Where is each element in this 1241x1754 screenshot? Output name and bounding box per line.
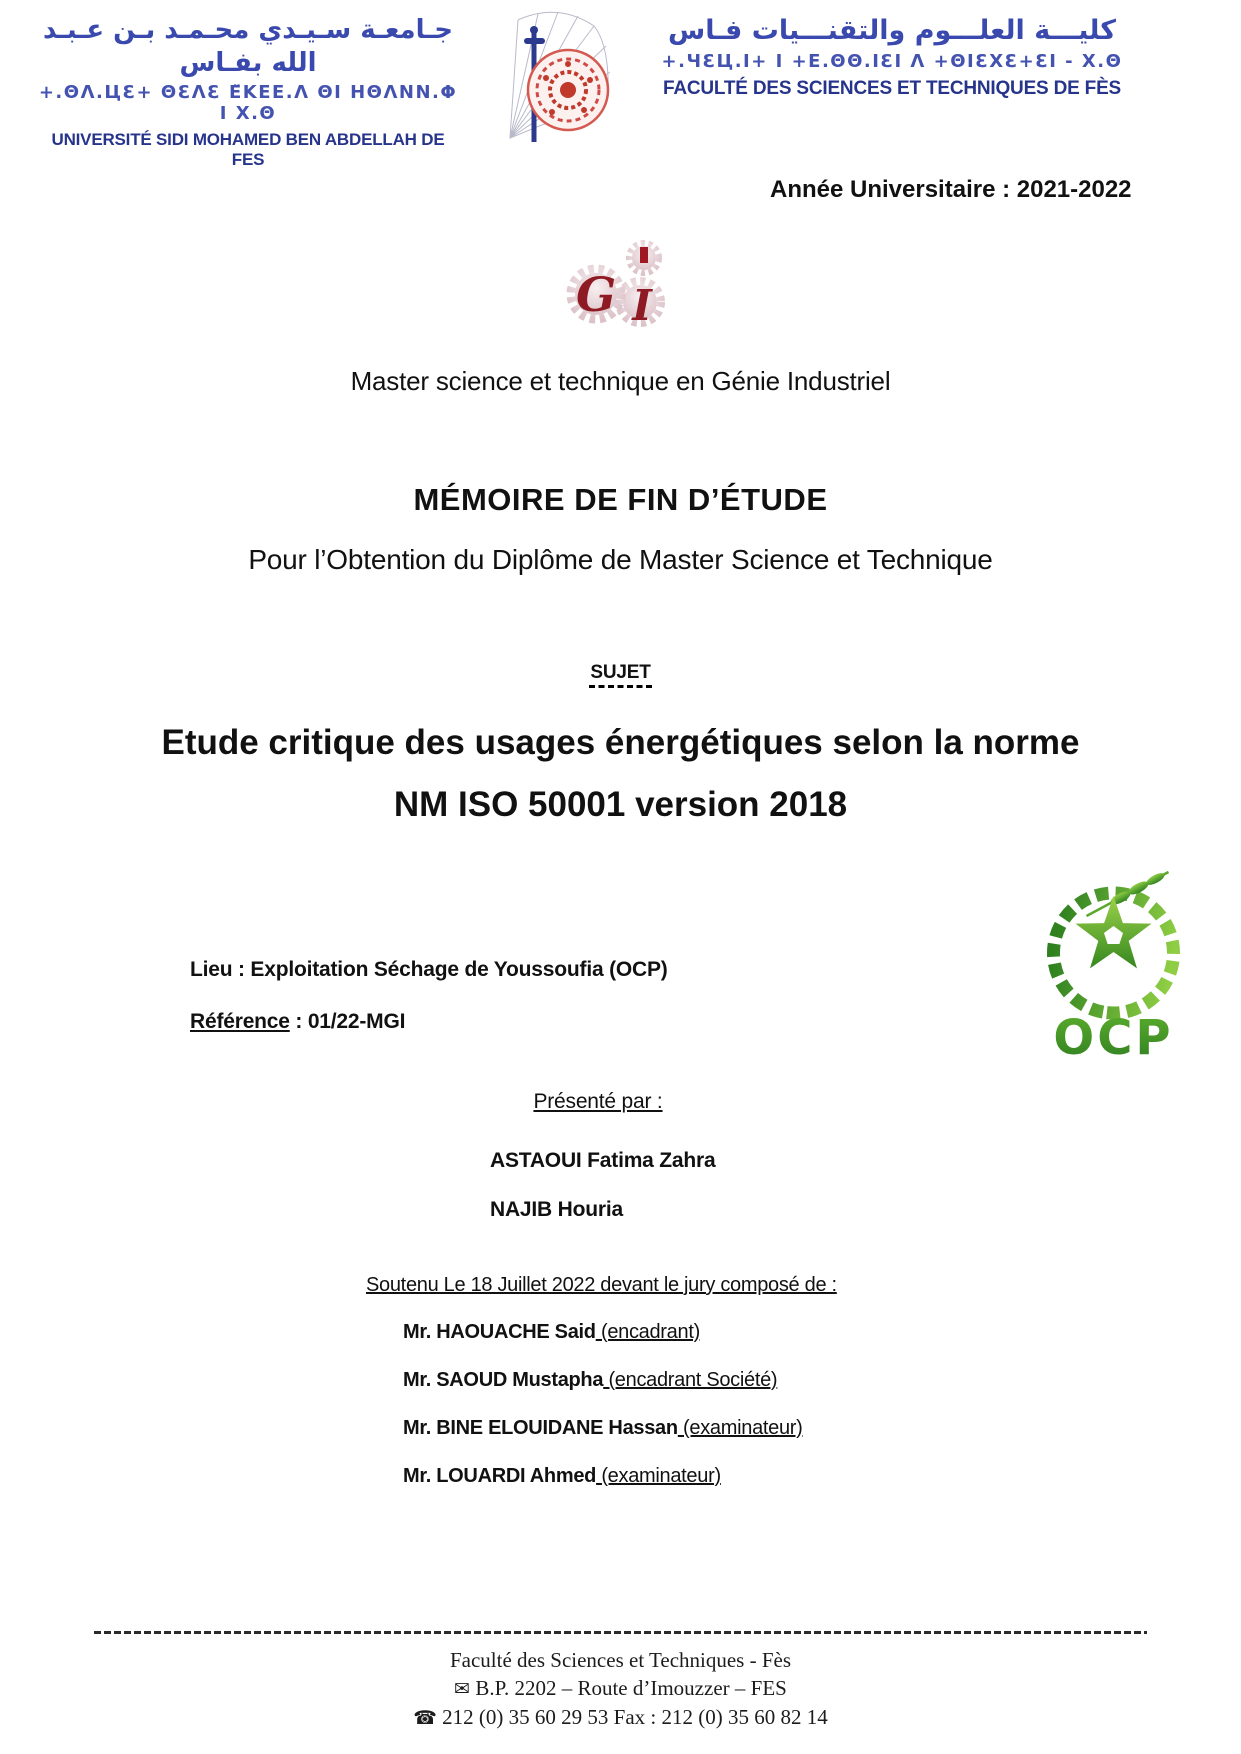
footer-phone-line xyxy=(0,1703,1241,1732)
envelope-icon: ✉ xyxy=(454,1678,471,1700)
jury-member: Mr. LOUARDI Ahmed (examinateur) xyxy=(403,1465,721,1487)
jury-list xyxy=(403,1308,803,1500)
university-name-tifinagh: +.ΘΛ.ЦƐ+ ΘƐΛƐ Ε̈ΚΕΕ.Λ ΘΙ ΗΘΛΝΝ.Φ Ι Χ.Θ xyxy=(38,82,458,124)
svg-text:G: G xyxy=(576,268,616,323)
jury-member: Mr. HAOUACHE Said (encadrant) xyxy=(403,1321,700,1343)
faculty-header-block xyxy=(648,14,1136,100)
footer-address: B.P. 2202 – Route d’Imouzzer – FES xyxy=(475,1676,787,1700)
reference-value: : 01/22-MGI xyxy=(289,1010,406,1033)
university-name-arabic: جـامعـة سـيـدي محـمـد بـن عـبـد الله بفـاس xyxy=(42,15,454,78)
program-name: Master science et technique en Génie Industriel xyxy=(350,366,891,396)
author-name: ASTAOUI Fatima Zahra xyxy=(490,1149,716,1172)
presented-by-heading: Présenté par : xyxy=(533,1090,663,1113)
defense-heading: Soutenu Le 18 Juillet 2022 devant le jury composé de : xyxy=(366,1274,837,1296)
academic-year: Année Universitaire : 2021-2022 xyxy=(770,176,1132,203)
footer-dashed-separator xyxy=(94,1631,1147,1634)
university-name-latin: UNIVERSITÉ SIDI MOHAMED BEN ABDELLAH DE FES xyxy=(51,130,445,169)
svg-text:I: I xyxy=(632,281,652,330)
author-name: NAJIB Houria xyxy=(490,1198,623,1221)
footer xyxy=(0,1646,1241,1732)
phone-icon: ☎ xyxy=(413,1707,437,1729)
reference-line xyxy=(190,1010,405,1034)
location-line: Lieu : Exploitation Séchage de Youssoufia (OCP) xyxy=(190,958,668,981)
authors-list xyxy=(490,1136,715,1234)
emblem-medallion xyxy=(528,50,608,130)
thesis-title-line1: Etude critique des usages énergétiques selon la norme xyxy=(161,723,1080,762)
footer-phone: 212 (0) 35 60 29 53 Fax : 212 (0) 35 60 82 14 xyxy=(442,1705,828,1729)
genie-industriel-logo-icon xyxy=(556,232,672,332)
university-header-block xyxy=(36,14,460,170)
svg-text:OCP: OCP xyxy=(1053,1010,1174,1063)
university-emblem-icon xyxy=(480,2,612,148)
thesis-title-line2: NM ISO 50001 version 2018 xyxy=(393,785,848,824)
faculty-name-latin: FACULTÉ DES SCIENCES ET TECHNIQUES DE FÈS xyxy=(662,77,1122,99)
subject-label: SUJET xyxy=(0,662,1241,688)
footer-address-line xyxy=(0,1674,1241,1703)
reference-label: Référence xyxy=(190,1010,290,1033)
thesis-title xyxy=(0,712,1241,836)
jury-member: Mr. BINE ELOUIDANE Hassan (examinateur) xyxy=(403,1417,803,1439)
faculty-name-tifinagh: +.ЧƐЦ.Ι+ Ι +Ε.ΘΘ.ΙƐΙ Λ +ΘΙƐΧƐ+ƐΙ - Χ.Θ xyxy=(661,50,1123,72)
jury-member: Mr. SAOUD Mustapha (encadrant Société) xyxy=(403,1369,778,1391)
ocp-logo-icon xyxy=(1036,858,1191,1063)
footer-institution: Faculté des Sciences et Techniques - Fès xyxy=(449,1648,792,1672)
faculty-name-arabic: كليـــة العلـــوم والتقنـــيات فـاس xyxy=(668,15,1116,46)
document-type-title: MÉMOIRE DE FIN D’ÉTUDE xyxy=(413,482,828,517)
degree-purpose: Pour l’Obtention du Diplôme de Master Science et Technique xyxy=(248,544,993,575)
